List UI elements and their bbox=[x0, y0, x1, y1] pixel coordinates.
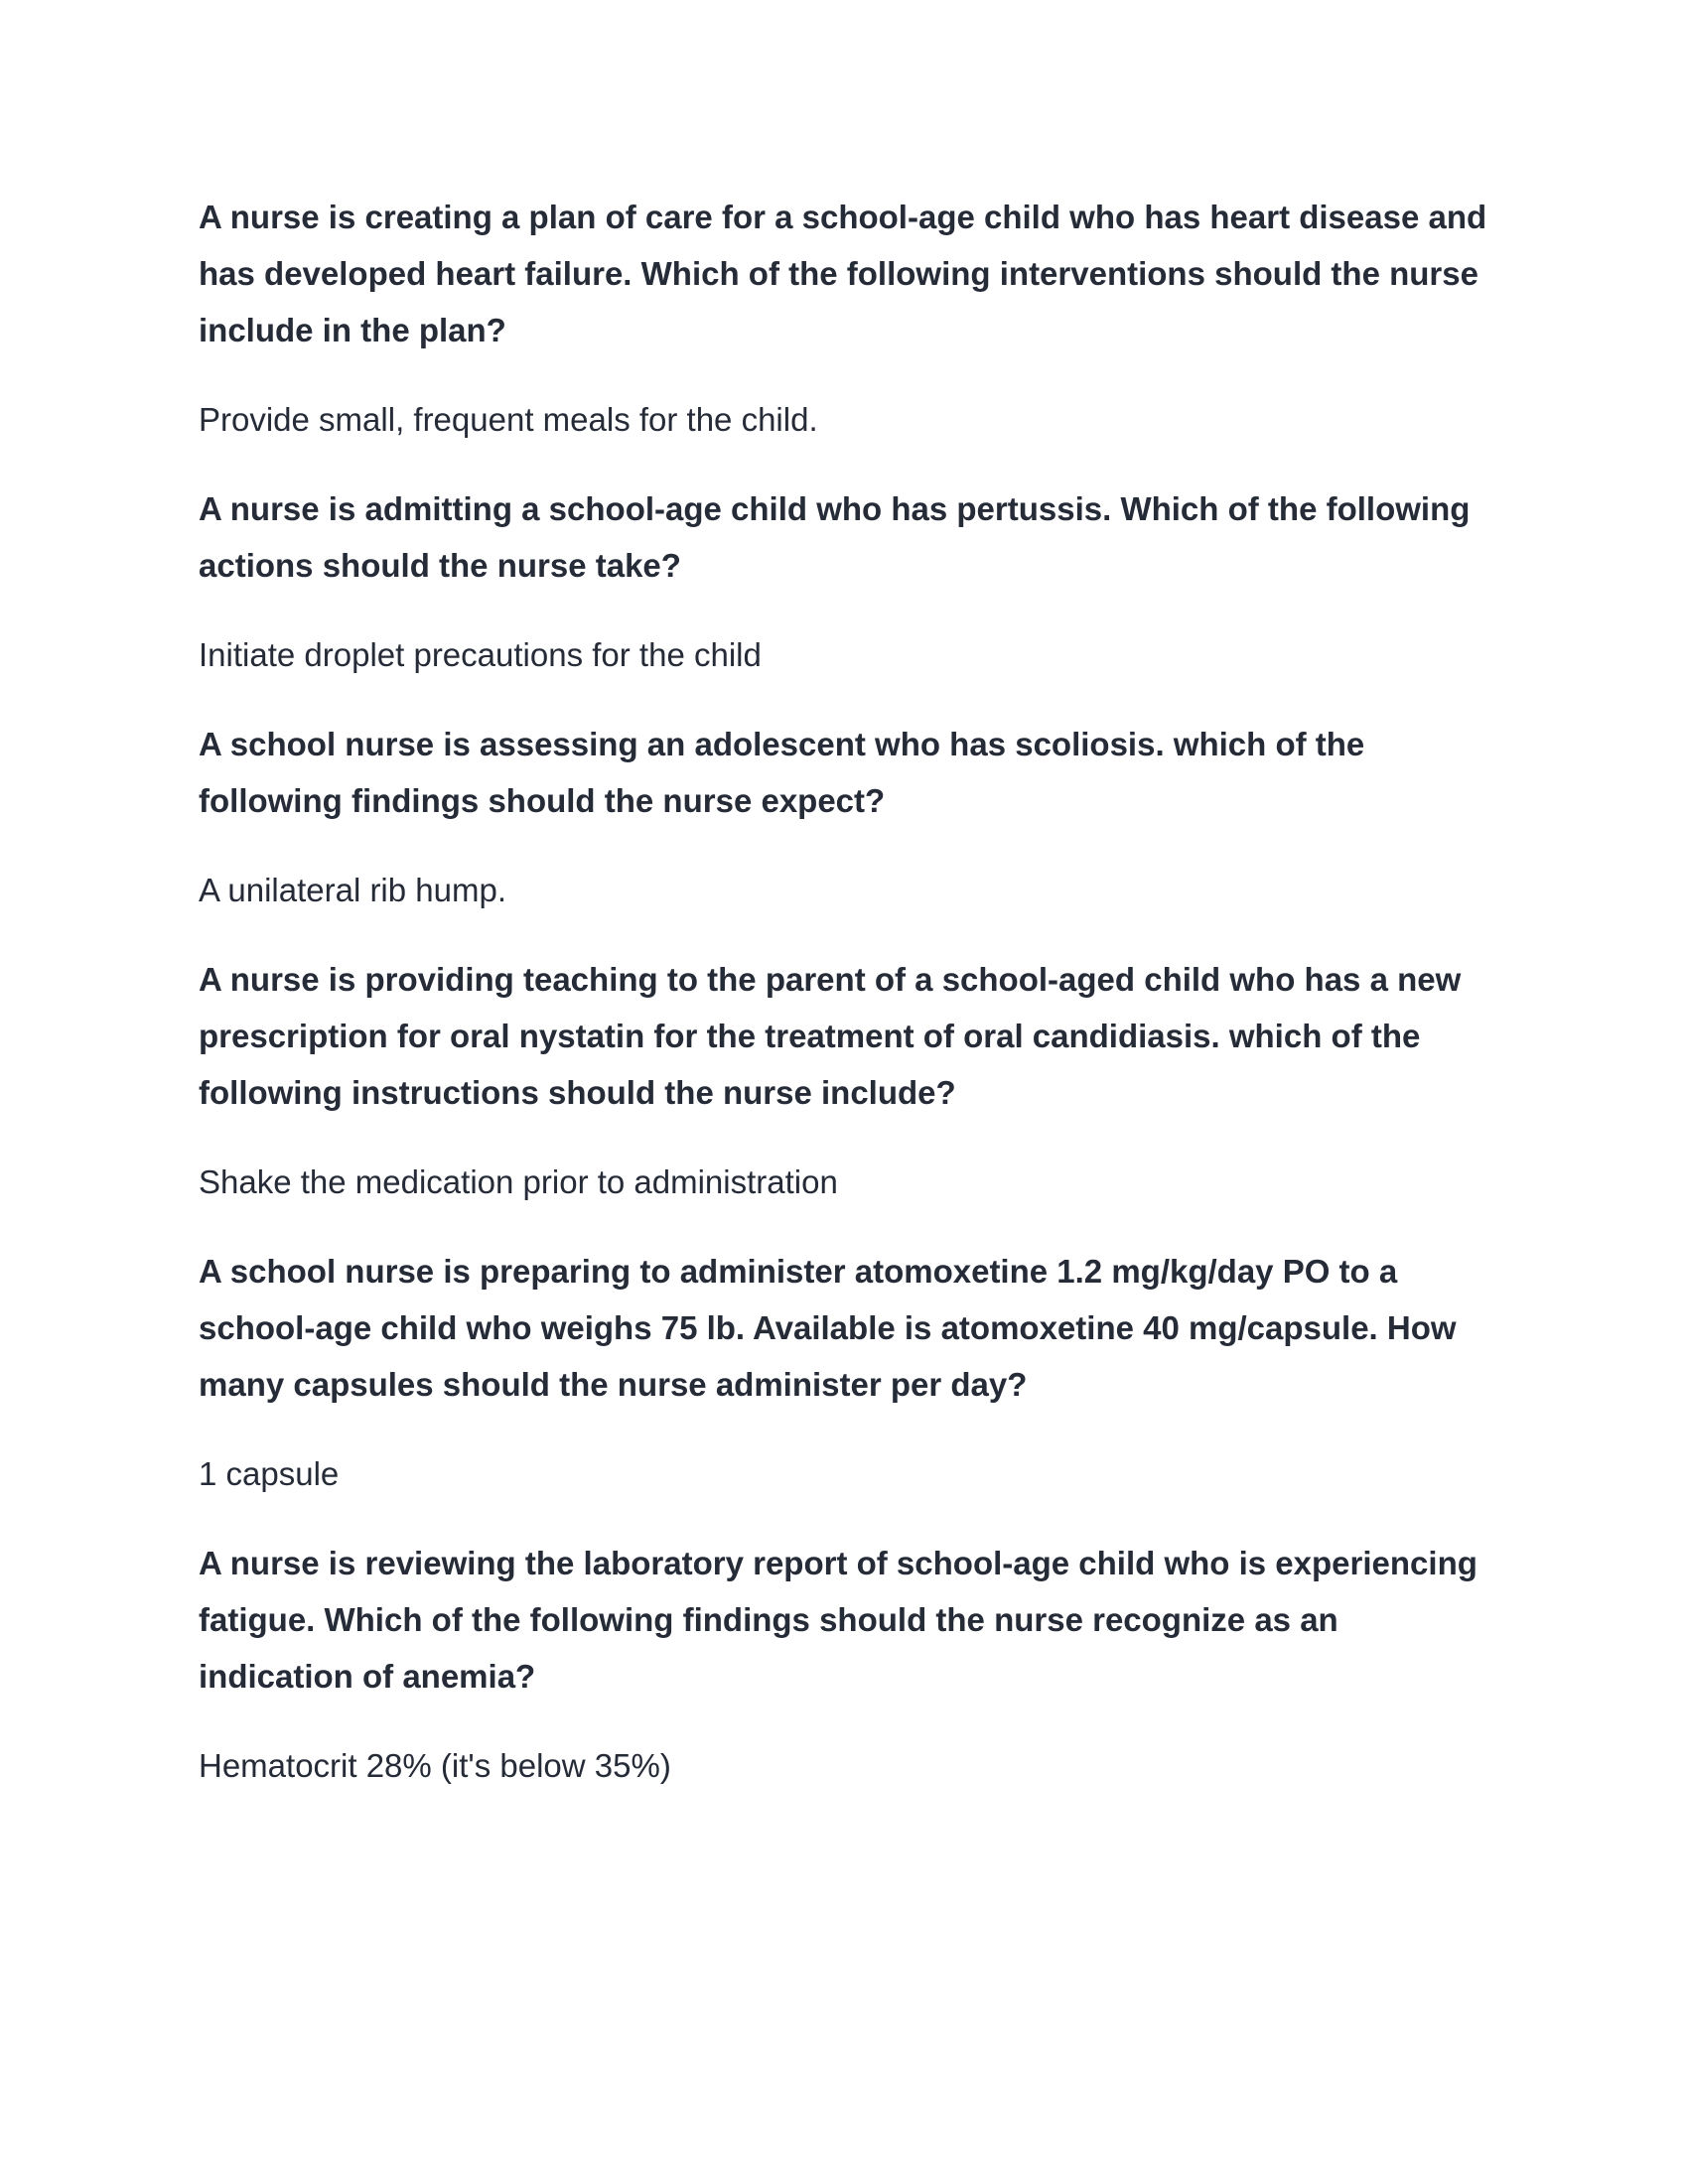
document-content bbox=[199, 189, 1499, 1827]
answer-text: Initiate droplet precautions for the child bbox=[199, 636, 762, 673]
answer-text: 1 capsule bbox=[199, 1455, 340, 1492]
question-text: A nurse is providing teaching to the parent of a school-aged child who has a new prescription for oral nystatin for the treatment of oral candidiasis. which of the following instructions should the nurse include? bbox=[199, 961, 1462, 1111]
question-text: A nurse is reviewing the laboratory report of school-age child who is experiencing fatigue. Which of the following findings should the nurse recognize as an indication of anemia? bbox=[199, 1545, 1477, 1695]
answer-text: Provide small, frequent meals for the child. bbox=[199, 401, 818, 438]
answer-text: Shake the medication prior to administration bbox=[199, 1163, 838, 1200]
answer-text: A unilateral rib hump. bbox=[199, 872, 507, 908]
qa-item-6 bbox=[199, 1535, 1499, 1794]
question-text: A nurse is admitting a school-age child who has pertussis. Which of the following actions should the nurse take? bbox=[199, 490, 1471, 584]
qa-item-4 bbox=[199, 951, 1499, 1210]
question-text: A school nurse is preparing to administer atomoxetine 1.2 mg/kg/day PO to a school-age child who weighs 75 lb. Available is atomoxetine 40 mg/capsule. How many capsules should the nurse administer per day? bbox=[199, 1253, 1457, 1403]
qa-item-3 bbox=[199, 716, 1499, 918]
qa-item-2 bbox=[199, 480, 1499, 683]
qa-item-1 bbox=[199, 189, 1499, 448]
answer-text: Hematocrit 28% (it's below 35%) bbox=[199, 1747, 671, 1784]
question-text: A school nurse is assessing an adolescent who has scoliosis. which of the following findings should the nurse expect? bbox=[199, 726, 1365, 819]
qa-item-5 bbox=[199, 1243, 1499, 1502]
question-text: A nurse is creating a plan of care for a school-age child who has heart disease and has developed heart failure. Which of the following interventions should the nurse include in the plan? bbox=[199, 199, 1487, 348]
